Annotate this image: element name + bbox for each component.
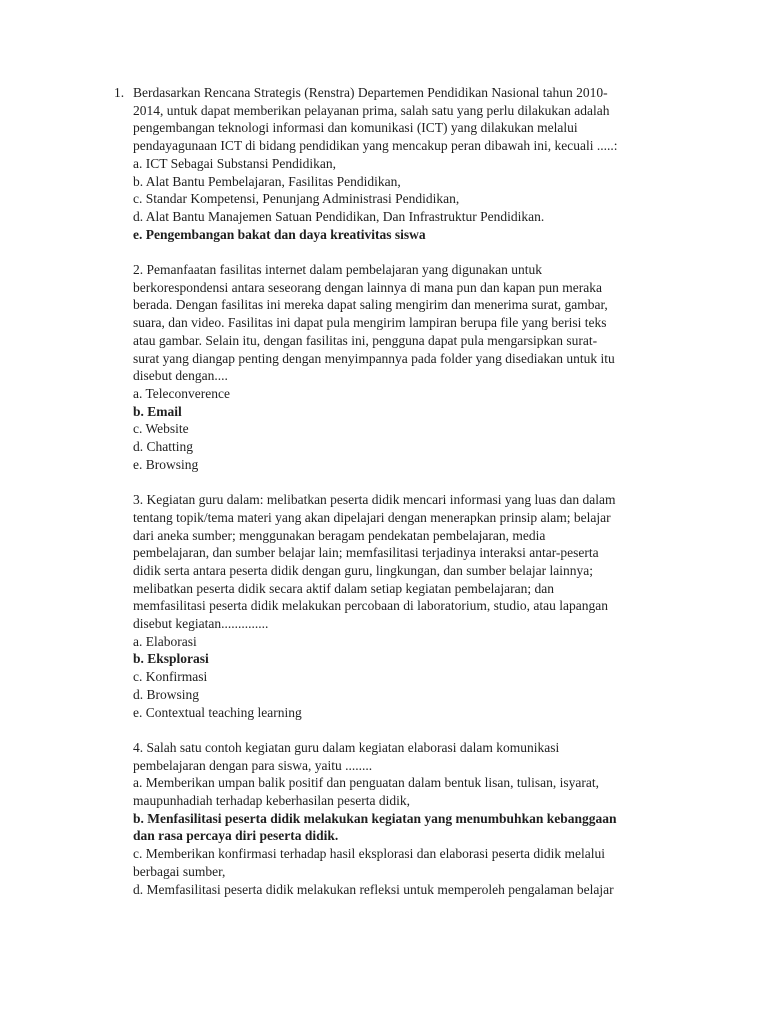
answer-option: a. Elaborasi (133, 633, 197, 649)
quiz-content (114, 84, 694, 916)
stem-line: pembelajaran dengan para siswa, yaitu ........ (133, 757, 373, 773)
answer-option-correct: dan rasa percaya diri peserta didik. (133, 828, 339, 844)
stem-line: atau gambar. Selain itu, dengan fasilitas ini, pengguna dapat pula mengarsipkan surat- (133, 332, 598, 348)
stem-line: suara, dan video. Fasilitas ini dapat pula mengirim lampiran berupa file yang berisi teks (133, 315, 607, 331)
answer-option-correct: b. Menfasilitasi peserta didik melakukan kegiatan yang menumbuhkan kebanggaan (133, 810, 617, 826)
answer-option: a. Memberikan umpan balik positif dan penguatan dalam bentuk lisan, tulisan, isyarat, (133, 775, 600, 791)
stem-line: pengembangan teknologi informasi dan komunikasi (ICT) yang dilakukan melalui (133, 120, 578, 136)
stem-line: Berdasarkan Rencana Strategis (Renstra) Departemen Pendidikan Nasional tahun 2010- (133, 85, 608, 100)
stem-line: 2014, untuk dapat memberikan pelayanan prima, salah satu yang perlu dilakukan adalah (133, 102, 610, 118)
stem-line: berada. Dengan fasilitas ini mereka dapat saling mengirim dan menerima surat, gambar, (133, 297, 608, 313)
answer-option: e. Contextual teaching learning (133, 704, 302, 720)
stem-line: 4. Salah satu contoh kegiatan guru dalam kegiatan elaborasi dalam komunikasi (133, 739, 560, 755)
answer-option: b. Alat Bantu Pembelajaran, Fasilitas Pendidikan, (133, 173, 401, 189)
answer-option-correct: e. Pengembangan bakat dan daya kreativitas siswa (133, 226, 426, 242)
stem-line: 2. Pemanfaatan fasilitas internet dalam pembelajaran yang digunakan untuk (133, 262, 542, 278)
answer-option: c. Standar Kompetensi, Penunjang Administrasi Pendidikan, (133, 191, 460, 207)
answer-option: e. Browsing (133, 456, 199, 472)
answer-option: maupunhadiah terhadap keberhasilan peserta didik, (133, 793, 411, 809)
stem-line: disebut dengan.... (133, 368, 228, 384)
stem-line: pembelajaran, dan sumber belajar lain; memfasilitasi terjadinya interaksi antar-peserta (133, 545, 599, 561)
stem-line: dari aneka sumber; menggunakan beragam pendekatan pembelajaran, media (133, 527, 546, 543)
stem-line: tentang topik/tema materi yang akan dipelajari dengan menerapkan prinsip alam; belajar (133, 509, 611, 525)
stem-line: berkorespondensi antara seseorang dengan lainnya di mana pun dan kapan pun meraka (133, 279, 602, 295)
answer-option: d. Browsing (133, 686, 200, 702)
question-1 (114, 84, 694, 243)
answer-option: a. Teleconverence (133, 385, 230, 401)
question-4 (133, 739, 694, 898)
answer-option: c. Website (133, 421, 189, 437)
answer-option: d. Memfasilitasi peserta didik melakukan refleksi untuk memperoleh pengalaman belajar (133, 881, 614, 897)
question-3 (133, 491, 694, 721)
question-2 (133, 261, 694, 473)
stem-line: disebut kegiatan.............. (133, 616, 269, 632)
answer-option: d. Alat Bantu Manajemen Satuan Pendidikan, Dan Infrastruktur Pendidikan. (133, 208, 545, 224)
answer-option: a. ICT Sebagai Substansi Pendidikan, (133, 155, 336, 171)
answer-option-correct: b. Email (133, 403, 182, 419)
answer-option: c. Memberikan konfirmasi terhadap hasil eksplorasi dan elaborasi peserta didik melalui (133, 846, 605, 862)
answer-option: d. Chatting (133, 439, 193, 455)
answer-option: berbagai sumber, (133, 863, 226, 879)
stem-line: memfasilitasi peserta didik melakukan percobaan di laboratorium, studio, atau lapangan (133, 598, 608, 614)
question-1-marker: 1. (114, 85, 125, 100)
stem-line: 3. Kegiatan guru dalam: melibatkan peserta didik mencari informasi yang luas dan dalam (133, 492, 616, 508)
stem-line: melibatkan peserta didik secara aktif dalam setiap kegiatan pembelajaran; dan (133, 580, 554, 596)
answer-option-correct: b. Eksplorasi (133, 651, 209, 667)
stem-line: surat yang diangap penting dengan menyimpannya pada folder yang disediakan untuk itu (133, 350, 615, 366)
stem-line: didik serta antara peserta didik dengan guru, lingkungan, dan sumber belajar lainnya; (133, 562, 593, 578)
stem-line: pendayagunaan ICT di bidang pendidikan yang mencakup peran dibawah ini, kecuali .....: (133, 138, 618, 154)
answer-option: c. Konfirmasi (133, 669, 208, 685)
question-1-body (133, 84, 617, 243)
